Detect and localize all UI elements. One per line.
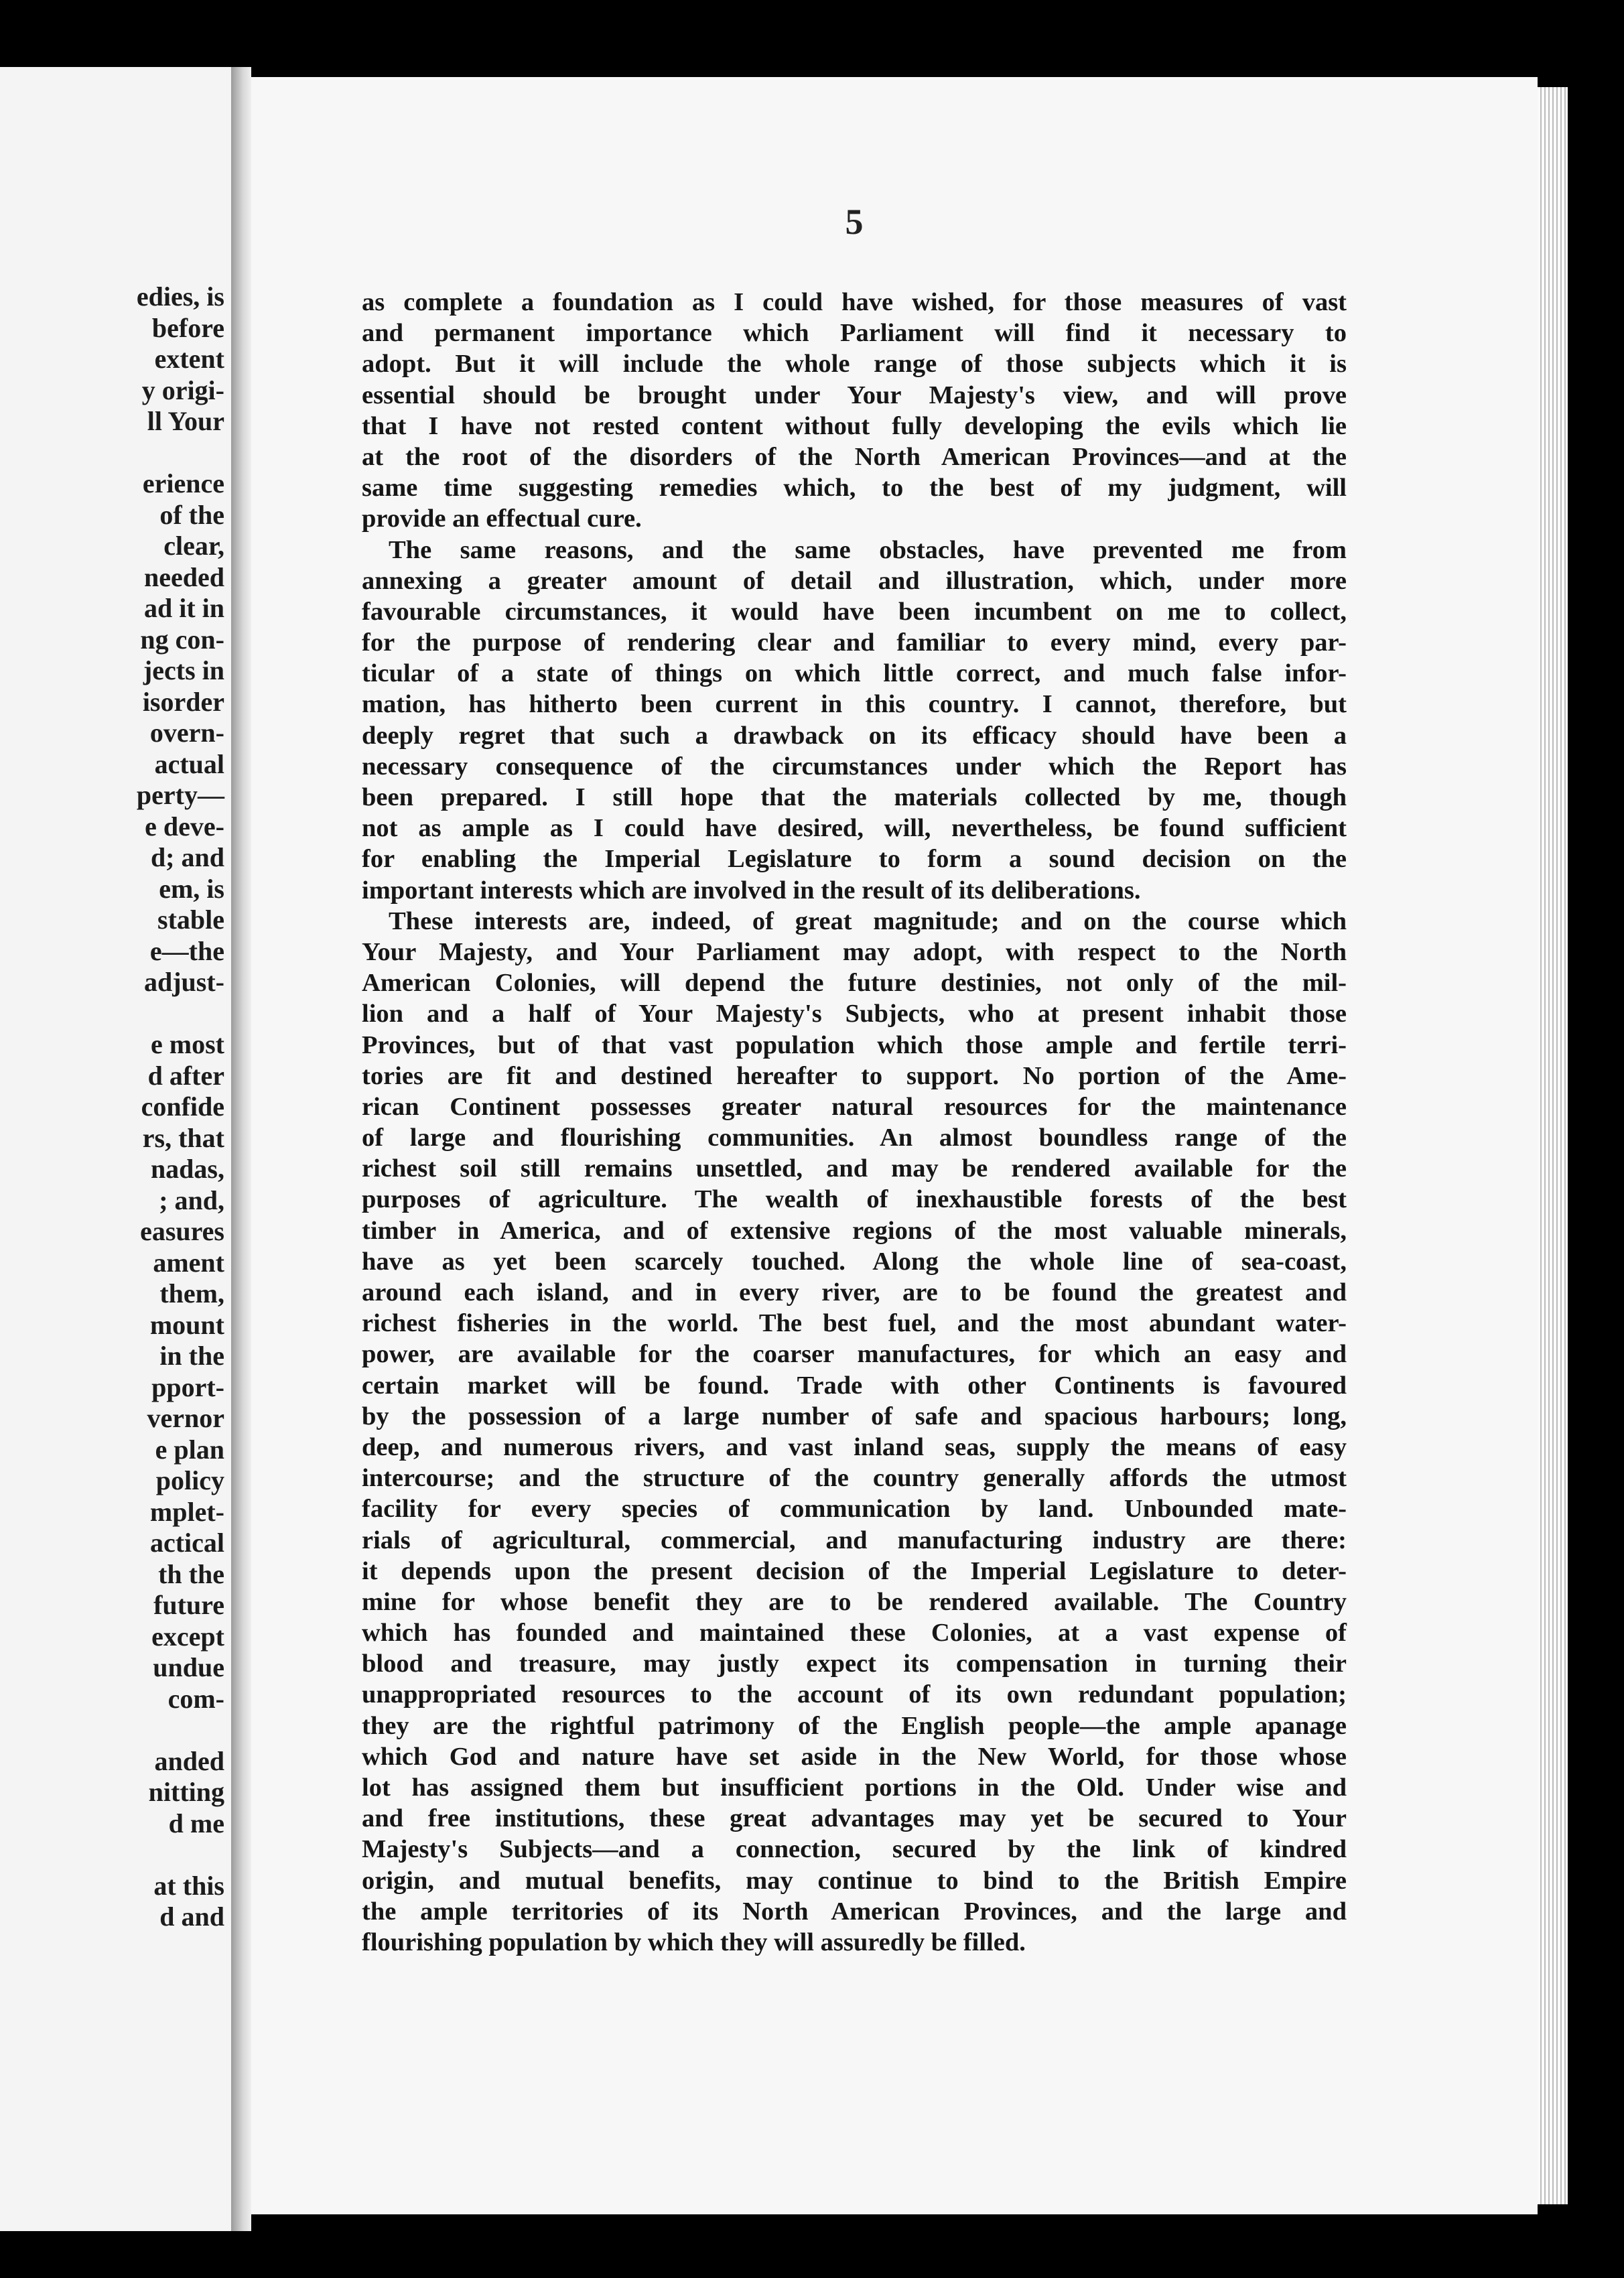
left-fragment-line: except bbox=[151, 1621, 224, 1652]
text-line: same time suggesting remedies which, to the best of my judgment, will bbox=[362, 474, 1347, 503]
left-fragment-line: com- bbox=[167, 1683, 224, 1714]
left-fragment-line: e—the bbox=[149, 935, 224, 966]
left-fragment-line: stable bbox=[157, 904, 224, 935]
text-line: mation, has hitherto been current in this country. I cannot, therefore, but bbox=[362, 690, 1347, 719]
text-line: and permanent importance which Parliament will find it necessary to bbox=[362, 319, 1347, 348]
text-line: intercourse; and the structure of the country generally affords the utmost bbox=[362, 1464, 1347, 1493]
left-fragment-line: easures bbox=[140, 1216, 224, 1246]
text-line: favourable circumstances, it would have been incumbent on me to collect, bbox=[362, 597, 1347, 626]
text-line: Majesty's Subjects—and a connection, secured by the link of kindred bbox=[362, 1835, 1347, 1864]
text-line: deep, and numerous rivers, and vast inland seas, supply the means of easy bbox=[362, 1432, 1347, 1461]
left-fragment-line: adjust- bbox=[143, 967, 224, 997]
left-fragment-line: nadas, bbox=[150, 1154, 224, 1184]
left-fragment-line: d after bbox=[147, 1060, 224, 1091]
left-fragment-line: ll Your bbox=[147, 406, 224, 436]
text-line: deeply regret that such a drawback on its efficacy should have been a bbox=[362, 721, 1347, 750]
text-line: by the possession of a large number of safe and spacious harbours; long, bbox=[362, 1402, 1347, 1430]
left-fragment-line: anded bbox=[154, 1745, 224, 1776]
left-fragment-line: rs, that bbox=[142, 1122, 224, 1153]
left-fragment-line: ament bbox=[153, 1247, 224, 1278]
left-fragment-line: e plan bbox=[155, 1434, 224, 1465]
left-fragment-line bbox=[3, 1839, 224, 1871]
left-fragment-line: clear, bbox=[163, 531, 224, 561]
left-fragment-line: confide bbox=[141, 1091, 224, 1122]
text-line: which has founded and maintained these Colonies, at a vast expense of bbox=[362, 1619, 1347, 1648]
left-fragment-line bbox=[3, 438, 224, 469]
left-fragment-line: ad it in bbox=[143, 593, 224, 623]
page-number: 5 bbox=[845, 202, 864, 242]
text-line: been prepared. I still hope that the materials collected by me, though bbox=[362, 783, 1347, 811]
text-line: for the purpose of rendering clear and familiar to every mind, every par- bbox=[362, 628, 1347, 657]
left-fragment-line: at this bbox=[153, 1870, 224, 1901]
text-line: mine for whose benefit they are to be rendered available. The Country bbox=[362, 1587, 1347, 1616]
text-line: Your Majesty, and Your Parliament may adopt, with respect to the North bbox=[362, 937, 1347, 966]
text-line: facility for every species of communication by land. Unbounded mate- bbox=[362, 1495, 1347, 1524]
text-line: as complete a foundation as I could have wished, for those measures of vast bbox=[362, 288, 1347, 316]
paragraph bbox=[362, 906, 1347, 1958]
left-fragment-line: policy bbox=[155, 1465, 224, 1495]
left-fragment-line: y origi- bbox=[141, 375, 224, 405]
left-fragment-line bbox=[3, 998, 224, 1030]
text-line: tories are fit and destined hereafter to support. No portion of the Ame- bbox=[362, 1061, 1347, 1090]
text-line: not as ample as I could have desired, will, nevertheless, be found sufficient bbox=[362, 814, 1347, 843]
text-line: These interests are, indeed, of great magnitude; and on the course which bbox=[389, 907, 1347, 935]
body-text bbox=[362, 287, 1347, 1958]
text-line: American Colonies, will depend the future destinies, not only of the mil- bbox=[362, 969, 1347, 998]
left-fragment-line: erience bbox=[142, 468, 224, 498]
text-line: adopt. But it will include the whole range of those subjects which it is bbox=[362, 350, 1347, 379]
left-fragment-line: extent bbox=[154, 344, 224, 374]
left-fragment-line: nitting bbox=[148, 1777, 224, 1807]
text-line: necessary consequence of the circumstances under which the Report has bbox=[362, 752, 1347, 781]
text-line: annexing a greater amount of detail and illustration, which, under more bbox=[362, 566, 1347, 595]
text-line: which God and nature have set aside in the New World, for those whose bbox=[362, 1742, 1347, 1771]
text-line: rials of agricultural, commercial, and manufacturing industry are there: bbox=[362, 1526, 1347, 1554]
left-fragment-line: of the bbox=[159, 499, 224, 530]
left-fragment-line: undue bbox=[153, 1652, 224, 1682]
left-fragment-line: th the bbox=[158, 1558, 224, 1589]
text-line: blood and treasure, may justly expect its compensation in turning their bbox=[362, 1650, 1347, 1678]
left-page bbox=[0, 67, 231, 2231]
left-fragment-line: d; and bbox=[150, 842, 224, 872]
left-fragment-line: mplet- bbox=[149, 1496, 224, 1527]
left-fragment-line: d me bbox=[168, 1808, 224, 1838]
left-fragment-line: future bbox=[153, 1590, 224, 1620]
text-line: power, are available for the coarser manufactures, for which an easy and bbox=[362, 1340, 1347, 1369]
text-line: timber in America, and of extensive regions of the most valuable minerals, bbox=[362, 1216, 1347, 1245]
text-line: origin, and mutual benefits, may continue to bind to the British Empire bbox=[362, 1866, 1347, 1895]
left-fragment-line: needed bbox=[144, 561, 224, 592]
left-fragment-line: them, bbox=[159, 1278, 224, 1309]
text-line: flourishing population by which they will assuredly be filled. bbox=[362, 1928, 1026, 1956]
text-line: the ample territories of its North American Provinces, and the large and bbox=[362, 1897, 1347, 1926]
text-line: that I have not rested content without fully developing the evils which lie bbox=[362, 411, 1347, 440]
left-fragment-line: edies, is bbox=[136, 281, 224, 312]
left-fragment-line: overn- bbox=[149, 718, 224, 748]
left-fragment-line: actical bbox=[149, 1528, 224, 1558]
left-fragment-line: isorder bbox=[142, 686, 224, 717]
left-fragment-line: actual bbox=[154, 748, 224, 779]
left-fragment-line: ng con- bbox=[140, 624, 224, 655]
text-line: The same reasons, and the same obstacles, have prevented me from bbox=[389, 535, 1347, 564]
paragraph bbox=[362, 535, 1347, 906]
left-fragment-line: em, is bbox=[159, 873, 224, 904]
text-line: and free institutions, these great advantages may yet be secured to Your bbox=[362, 1804, 1347, 1833]
left-fragment-line: ; and, bbox=[159, 1185, 224, 1215]
text-line: purposes of agriculture. The wealth of inexhaustible forests of the best bbox=[362, 1185, 1347, 1214]
text-line: unappropriated resources to the account of its own redundant population; bbox=[362, 1680, 1347, 1709]
text-line: richest soil still remains unsettled, and may be rendered available for the bbox=[362, 1154, 1347, 1183]
left-fragment-line: perty— bbox=[136, 780, 224, 810]
left-fragment-line: d and bbox=[159, 1901, 224, 1932]
book-gutter bbox=[231, 67, 251, 2231]
left-fragment-line: vernor bbox=[147, 1403, 224, 1433]
text-line: it depends upon the present decision of the Imperial Legislature to deter- bbox=[362, 1556, 1347, 1585]
page-edges bbox=[1538, 87, 1568, 2204]
left-fragment-line: e deve- bbox=[145, 811, 224, 842]
text-line: provide an effectual cure. bbox=[362, 505, 642, 533]
left-fragment-line bbox=[3, 1715, 224, 1746]
text-line: lot has assigned them but insufficient portions in the Old. Under wise and bbox=[362, 1773, 1347, 1802]
left-fragment-line: before bbox=[151, 312, 224, 343]
text-line: around each island, and in every river, are to be found the greatest and bbox=[362, 1278, 1347, 1306]
text-line: essential should be brought under Your Majesty's view, and will prove bbox=[362, 381, 1347, 409]
text-line: at the root of the disorders of the North American Provinces—and at the bbox=[362, 442, 1347, 471]
left-fragment-line: mount bbox=[149, 1309, 224, 1340]
left-fragment-line: jects in bbox=[143, 655, 224, 685]
left-fragment-line: in the bbox=[159, 1341, 224, 1371]
paragraph bbox=[362, 287, 1347, 535]
left-page-text bbox=[3, 281, 224, 1933]
text-line: important interests which are involved in the result of its deliberations. bbox=[362, 876, 1141, 904]
text-line: for enabling the Imperial Legislature to form a sound decision on the bbox=[362, 845, 1347, 874]
text-line: certain market will be found. Trade with other Continents is favoured bbox=[362, 1371, 1347, 1400]
text-line: they are the rightful patrimony of the English people—the ample apanage bbox=[362, 1711, 1347, 1740]
left-fragment-line: pport- bbox=[151, 1371, 224, 1402]
left-fragment-line: e most bbox=[151, 1029, 224, 1059]
text-line: lion and a half of Your Majesty's Subjects, who at present inhabit those bbox=[362, 1000, 1347, 1028]
text-line: have as yet been scarcely touched. Along the whole line of sea-coast, bbox=[362, 1247, 1347, 1276]
text-line: ticular of a state of things on which little correct, and much false infor- bbox=[362, 659, 1347, 688]
text-line: Provinces, but of that vast population which those ample and fertile terri- bbox=[362, 1030, 1347, 1059]
text-line: of large and flourishing communities. An almost boundless range of the bbox=[362, 1124, 1347, 1152]
text-line: richest fisheries in the world. The best fuel, and the most abundant water- bbox=[362, 1309, 1347, 1338]
text-line: rican Continent possesses greater natural resources for the maintenance bbox=[362, 1092, 1347, 1121]
